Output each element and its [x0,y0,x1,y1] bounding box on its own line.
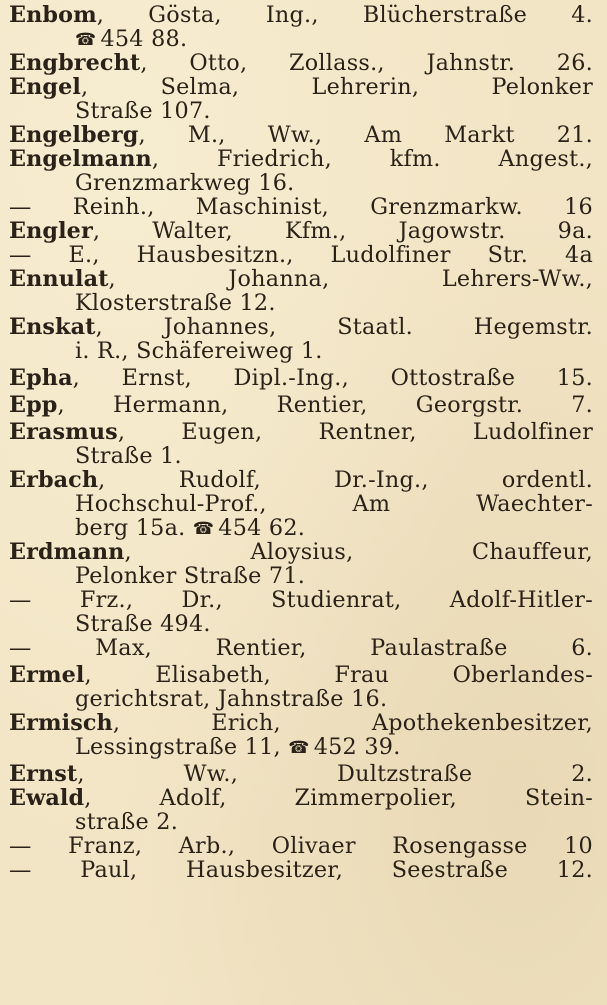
entry-continuation [9,612,593,636]
directory-entry [9,468,593,540]
continuation-text: gerichtsrat, Jahnstraße 16. [75,686,388,712]
entry-line [9,3,593,27]
entry-surname: Enbom [9,2,97,28]
entry-line [9,762,593,786]
entry-surname: Engelmann [9,146,152,172]
phone-number: 454 62. [218,515,306,541]
entry-continuation [9,171,593,195]
address-text: berg 15a. [75,515,186,541]
directory-entry [9,834,593,858]
entry-surname: Epp [9,392,58,418]
entry-line [9,420,593,444]
entry-line [9,366,593,390]
entry-details: , Gösta, Ing., Blücherstraße 4. [96,2,593,28]
entry-continuation [9,492,593,516]
directory-entry [9,123,593,147]
entry-line [9,243,593,267]
continuation-text: Grenzmarkweg 16. [75,170,295,196]
entry-continuation [9,687,593,711]
directory-entry [9,75,593,123]
directory-entry [9,762,593,786]
directory-entry [9,243,593,267]
directory-entry [9,3,593,51]
phone-number: 454 88. [100,26,188,52]
entry-surname: Erdmann [9,539,125,565]
entry-details: , Adolf, Zimmerpolier, Stein- [84,785,593,811]
directory-entry [9,636,593,660]
entry-line [9,219,593,243]
entry-details: , Walter, Kfm., Jagowstr. 9a. [92,218,593,244]
entry-surname: Epha [9,365,73,391]
entry-details: , Selma, Lehrerin, Pelonker [80,74,593,100]
entry-continuation [9,735,593,759]
entry-details: — Paul, Hausbesitzer, Seestraße 12. [9,857,593,883]
directory-entry [9,663,593,711]
entry-continuation [9,339,593,363]
entry-line [9,786,593,810]
directory-entry [9,147,593,195]
continuation-text: i. R., Schäfereiweg 1. [75,338,323,364]
directory-page [0,3,607,1005]
entry-continuation [9,444,593,468]
continuation-text: straße 2. [75,809,179,835]
directory-entry [9,51,593,75]
entry-line [9,540,593,564]
entry-line [9,51,593,75]
entry-surname: Ennulat [9,266,109,292]
entry-continuation [9,564,593,588]
directory-entry [9,786,593,834]
telephone-icon: ☎ [192,519,215,539]
entry-details: — Franz, Arb., Olivaer Rosengasse 10 [9,833,593,859]
directory-entry [9,588,593,636]
directory-entry [9,267,593,315]
entry-surname: Ermisch [9,710,113,736]
entry-line [9,636,593,660]
entry-line [9,834,593,858]
entry-surname: Enskat [9,314,96,340]
continuation-text: Straße 494. [75,611,211,637]
entry-surname: Ernst [9,761,78,787]
entry-details: , Elisabeth, Frau Oberlandes- [84,662,593,688]
directory-entry [9,219,593,243]
entry-surname: Ewald [9,785,85,811]
directory-entry [9,858,593,882]
telephone-icon: ☎ [288,738,310,758]
address-text: Lessingstraße 11, [75,734,281,760]
entry-details: , Rudolf, Dr.-Ing., ordentl. [98,467,593,493]
entry-line [9,468,593,492]
telephone-icon: ☎ [75,30,97,50]
continuation-text: Pelonker Straße 71. [75,563,306,589]
entry-details: — E., Hausbesitzn., Ludolfiner Str. 4a [9,242,593,268]
entry-details: , Johanna, Lehrers-Ww., [108,266,593,292]
entry-line [9,711,593,735]
entry-details: , Ww., Dultzstraße 2. [77,761,593,787]
entry-details: , Johannes, Staatl. Hegemstr. [95,314,593,340]
directory-entry [9,540,593,588]
entry-surname: Engel [9,74,81,100]
directory-entry [9,195,593,219]
entry-continuation [9,27,593,51]
entry-line [9,147,593,171]
entry-details: — Max, Rentier, Paulastraße 6. [9,635,593,661]
entry-details: , Ernst, Dipl.-Ing., Ottostraße 15. [72,365,593,391]
entry-continuation [9,516,593,540]
directory-entry [9,393,593,417]
entry-line [9,75,593,99]
entry-details: , Friedrich, kfm. Angest., [151,146,593,172]
entry-details: , Otto, Zollass., Jahnstr. 26. [140,50,593,76]
entry-surname: Engbrecht [9,50,141,76]
entry-surname: Engler [9,218,93,244]
entry-line [9,267,593,291]
entry-details: — Reinh., Maschinist, Grenzmarkw. 16 [9,194,593,220]
entry-line [9,663,593,687]
entry-surname: Erbach [9,467,99,493]
phone-number: 452 39. [313,734,401,760]
entry-line [9,393,593,417]
directory-entry [9,366,593,390]
entry-line [9,858,593,882]
entry-surname: Ermel [9,662,85,688]
entry-details: , Eugen, Rentner, Ludolfiner [117,419,593,445]
entry-details: — Frz., Dr., Studienrat, Adolf-Hitler- [9,587,593,613]
continuation-text: Hochschul-Prof., Am Waechter- [75,491,593,517]
entry-details: , M., Ww., Am Markt 21. [138,122,593,148]
entry-continuation [9,810,593,834]
directory-entry [9,711,593,759]
entry-surname: Engelberg [9,122,139,148]
continuation-text: Straße 1. [75,443,182,469]
continuation-text: Straße 107. [75,98,211,124]
entry-line [9,315,593,339]
entry-continuation [9,291,593,315]
entry-line [9,123,593,147]
directory-entry [9,315,593,363]
directory-entry [9,420,593,468]
continuation-text: Klosterstraße 12. [75,290,276,316]
entry-details: , Erich, Apothekenbesitzer, [112,710,593,736]
entry-line [9,588,593,612]
entry-details: , Hermann, Rentier, Georgstr. 7. [57,392,593,418]
entry-details: , Aloysius, Chauffeur, [124,539,593,565]
entry-continuation [9,99,593,123]
entry-surname: Erasmus [9,419,118,445]
entry-line [9,195,593,219]
